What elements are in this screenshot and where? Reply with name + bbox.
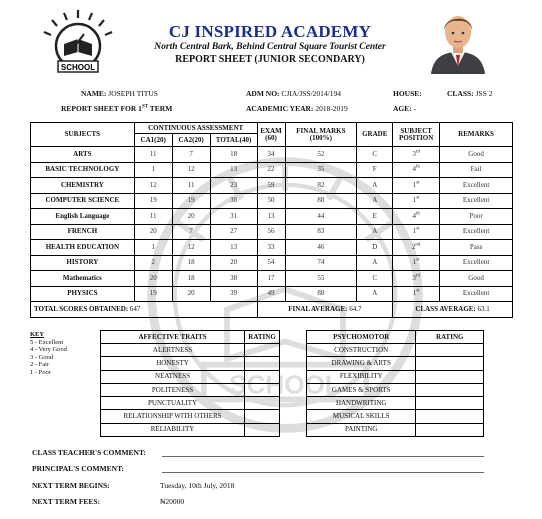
class-value: JSS 2	[475, 89, 493, 98]
ca-total: 27	[210, 224, 257, 240]
trait-rating	[245, 357, 280, 370]
totals-row	[31, 302, 513, 318]
skill-name: DRAWING & ARTS	[307, 357, 416, 370]
age-label: AGE:	[393, 104, 412, 113]
subject-name: ARTS	[31, 147, 135, 163]
skill-row	[307, 423, 484, 436]
school-address: North Central Bark, Behind Central Square Tourist Center	[154, 42, 386, 52]
final-header-sub: (100%)	[309, 133, 332, 142]
trait-row	[101, 370, 280, 383]
trait-rating	[245, 344, 280, 357]
ca2-score: 11	[172, 178, 210, 194]
scores-table	[30, 122, 513, 318]
student-name-field	[81, 89, 158, 98]
position-suffix: st	[416, 288, 420, 294]
final-mark: 35	[285, 162, 357, 178]
subject-name: COMPUTER SCIENCE	[31, 193, 135, 209]
subject-row	[31, 162, 513, 178]
subject-position	[393, 286, 440, 302]
class-teacher-comment-line[interactable]	[162, 456, 484, 457]
grade: A	[357, 193, 393, 209]
trait-rating	[245, 370, 280, 383]
trait-rating	[245, 397, 280, 410]
header-subjects: SUBJECTS	[31, 123, 135, 147]
ca2-score: 18	[172, 271, 210, 287]
ca2-score: 12	[172, 240, 210, 256]
header-remarks: REMARKS	[440, 123, 513, 147]
subject-row	[31, 178, 513, 194]
skill-name: CONSTRUCTION	[307, 344, 416, 357]
skill-name: MUSICAL SKILLS	[307, 410, 416, 423]
ca1-score: 2	[134, 255, 172, 271]
remark: Pass	[440, 240, 513, 256]
class-field	[447, 89, 492, 98]
subject-name: HISTORY	[31, 255, 135, 271]
subject-row	[31, 286, 513, 302]
trait-name: NEATNESS	[101, 370, 245, 383]
exam-score: 13	[257, 209, 285, 225]
remark: Poor	[440, 209, 513, 225]
grade: F	[357, 162, 393, 178]
grade: E	[357, 209, 393, 225]
subject-row	[31, 240, 513, 256]
position-suffix: nd	[415, 242, 421, 248]
skill-row	[307, 410, 484, 423]
trait-row	[101, 357, 280, 370]
trait-name: POLITENESS	[101, 383, 245, 396]
subject-row	[31, 255, 513, 271]
header-final-marks	[285, 123, 357, 147]
skill-rating	[416, 397, 484, 410]
grade: A	[357, 286, 393, 302]
ca-total: 18	[210, 147, 257, 163]
key-title: KEY	[30, 331, 45, 338]
ca-total: 39	[210, 286, 257, 302]
subject-row	[31, 271, 513, 287]
ca1-score: 11	[134, 209, 172, 225]
ca-total: 20	[210, 255, 257, 271]
house-field	[393, 89, 422, 98]
subject-position	[393, 162, 440, 178]
ca1-score: 19	[134, 286, 172, 302]
final-mark: 74	[285, 255, 357, 271]
psychomotor-header: PSYCHOMOTOR	[307, 331, 416, 344]
trait-row	[101, 410, 280, 423]
house-label: HOUSE:	[393, 89, 422, 98]
exam-score: 59	[257, 178, 285, 194]
position-number: 4	[412, 211, 416, 220]
grade: A	[357, 224, 393, 240]
subject-name: HEALTH EDUCATION	[31, 240, 135, 256]
ca2-score: 19	[172, 193, 210, 209]
skill-name: HANDWRITING	[307, 397, 416, 410]
position-suffix: th	[415, 164, 420, 170]
remark: Excellent	[440, 255, 513, 271]
trait-name: HONESTY	[101, 357, 245, 370]
remark: Excellent	[440, 224, 513, 240]
remark: Excellent	[440, 193, 513, 209]
subject-position	[393, 178, 440, 194]
header-ca2: CA2(20)	[172, 134, 210, 147]
subject-position	[393, 240, 440, 256]
ca2-score: 20	[172, 286, 210, 302]
subject-name: CHEMISTRY	[31, 178, 135, 194]
remark: Fail	[440, 162, 513, 178]
next-term-fees-label: NEXT TERM FEES:	[32, 497, 101, 506]
ca1-score: 12	[134, 178, 172, 194]
skill-row	[307, 397, 484, 410]
key-item: 3 - Good	[30, 353, 54, 361]
key-item: 5 - Excellent	[30, 338, 64, 346]
exam-header-text: EXAM	[260, 126, 282, 135]
skill-name: GAMES & SPORTS	[307, 383, 416, 396]
class-teacher-comment-label: CLASS TEACHER'S COMMENT:	[32, 448, 146, 457]
ca2-score: 7	[172, 224, 210, 240]
admission-number: CJIA/JSS/2014/194	[281, 89, 342, 98]
position-number: 1	[412, 289, 417, 298]
school-logo	[38, 8, 118, 74]
svg-text:SCHOOL: SCHOOL	[229, 369, 341, 400]
key-item: 1 - Poor	[30, 368, 51, 376]
affective-traits-table	[100, 330, 280, 437]
subject-row	[31, 147, 513, 163]
skill-row	[307, 383, 484, 396]
report-term-prefix: REPORT SHEET FOR 1	[61, 104, 142, 113]
psychomotor-table	[306, 330, 484, 437]
rating-key	[30, 331, 67, 376]
position-header-sub: POSITION	[399, 133, 434, 142]
report-term	[61, 104, 172, 113]
exam-header-sub: (60)	[265, 133, 277, 142]
final-mark: 83	[285, 224, 357, 240]
skill-rating	[416, 410, 484, 423]
position-number: 4	[412, 165, 416, 174]
exam-score: 50	[257, 193, 285, 209]
ca-total: 23	[210, 178, 257, 194]
header-grade: GRADE	[357, 123, 393, 147]
skill-rating	[416, 344, 484, 357]
subject-name: PHYSICS	[31, 286, 135, 302]
subject-row	[31, 193, 513, 209]
exam-score: 49	[257, 286, 285, 302]
position-suffix: st	[416, 226, 420, 232]
subject-position	[393, 209, 440, 225]
grade: C	[357, 147, 393, 163]
subject-row	[31, 224, 513, 240]
position-number: 1	[412, 258, 417, 267]
principal-comment-line[interactable]	[162, 472, 484, 473]
next-term-begins-date: Tuesday, 10th July, 2018	[160, 481, 235, 490]
grade: D	[357, 240, 393, 256]
trait-row	[101, 397, 280, 410]
skill-rating	[416, 357, 484, 370]
position-number: 3	[412, 149, 416, 158]
final-average-value: 64.7	[349, 304, 362, 313]
remark: Good	[440, 147, 513, 163]
remark: Good	[440, 271, 513, 287]
position-suffix: rd	[415, 149, 420, 155]
total-scores-label: TOTAL SCORES OBTAINED:	[34, 304, 129, 313]
subject-name: English Language	[31, 209, 135, 225]
header-ca1: CA1(20)	[134, 134, 172, 147]
skill-row	[307, 344, 484, 357]
position-suffix: rd	[415, 273, 420, 279]
skill-name: FLEXIBILITY	[307, 370, 416, 383]
grade: A	[357, 178, 393, 194]
trait-rating	[245, 423, 280, 436]
position-suffix: st	[416, 257, 420, 263]
ca1-score: 20	[134, 224, 172, 240]
total-scores	[31, 302, 258, 318]
grade: C	[357, 271, 393, 287]
header-exam	[257, 123, 285, 147]
academic-year: 2018-2019	[315, 104, 348, 113]
subject-name: BASIC TECHNOLOGY	[31, 162, 135, 178]
final-average	[257, 302, 393, 318]
subject-position	[393, 255, 440, 271]
trait-rating	[245, 410, 280, 423]
admission-number-field	[246, 89, 341, 98]
adm-label: ADM NO:	[246, 89, 280, 98]
subject-position	[393, 147, 440, 163]
skill-name: PAINTING	[307, 423, 416, 436]
ca2-score: 18	[172, 255, 210, 271]
exam-score: 17	[257, 271, 285, 287]
subject-position	[393, 193, 440, 209]
next-term-begins-label: NEXT TERM BEGINS:	[32, 481, 110, 490]
ca1-score: 19	[134, 193, 172, 209]
affective-rating-header: RATING	[245, 331, 280, 344]
ca-total: 31	[210, 209, 257, 225]
trait-row	[101, 423, 280, 436]
skill-row	[307, 370, 484, 383]
trait-row	[101, 344, 280, 357]
exam-score: 22	[257, 162, 285, 178]
exam-score: 33	[257, 240, 285, 256]
trait-name: ALERTNESS	[101, 344, 245, 357]
principal-comment-label: PRINCIPAL'S COMMENT:	[32, 464, 125, 473]
svg-text:SCHOOL: SCHOOL	[60, 63, 96, 72]
next-term-fees: ₦20000	[160, 497, 185, 506]
trait-name: RELIABILITY	[101, 423, 245, 436]
remark: Excellent	[440, 178, 513, 194]
name-label: NAME:	[81, 89, 107, 98]
position-header-text: SUBJECT	[400, 126, 432, 135]
report-term-sup: ST	[141, 104, 149, 110]
remark: Excellent	[440, 286, 513, 302]
ca-total: 13	[210, 162, 257, 178]
skill-rating	[416, 370, 484, 383]
age-value: -	[413, 104, 417, 113]
ca1-score: 1	[134, 240, 172, 256]
subject-row	[31, 209, 513, 225]
ca2-score: 20	[172, 209, 210, 225]
subject-position	[393, 224, 440, 240]
subject-position	[393, 271, 440, 287]
academic-year-field	[246, 104, 348, 113]
header-position	[393, 123, 440, 147]
key-item: 2 - Fair	[30, 361, 50, 368]
exam-score: 54	[257, 255, 285, 271]
class-label: CLASS:	[447, 89, 474, 98]
final-mark: 55	[285, 271, 357, 287]
position-number: 2	[411, 242, 416, 251]
trait-name: RELATIONSHIP WITH OTHERS	[101, 410, 245, 423]
ca-total: 13	[210, 240, 257, 256]
report-sheet-title: REPORT SHEET (JUNIOR SECONDARY)	[175, 54, 365, 65]
psychomotor-rating-header: RATING	[416, 331, 484, 344]
position-number: 1	[412, 180, 417, 189]
ca-total: 38	[210, 193, 257, 209]
student-avatar	[425, 8, 491, 74]
ca2-score: 7	[172, 147, 210, 163]
position-number: 3	[412, 273, 416, 282]
subject-name: FRENCH	[31, 224, 135, 240]
total-scores-value: 647	[129, 304, 141, 313]
final-mark: 52	[285, 147, 357, 163]
key-item: 4 - Very Good	[30, 346, 67, 353]
final-mark: 82	[285, 178, 357, 194]
position-suffix: th	[415, 211, 420, 217]
class-average	[393, 302, 513, 318]
ca1-score: 1	[134, 162, 172, 178]
position-number: 1	[412, 227, 417, 236]
class-average-label: CLASS AVERAGE:	[415, 304, 476, 313]
trait-row	[101, 383, 280, 396]
skill-rating	[416, 383, 484, 396]
final-mark: 44	[285, 209, 357, 225]
grade: A	[357, 255, 393, 271]
ca1-score: 11	[134, 147, 172, 163]
trait-name: PUNCTUALITY	[101, 397, 245, 410]
final-header-text: FINAL MARKS	[296, 126, 346, 135]
position-number: 1	[412, 196, 417, 205]
position-suffix: st	[416, 195, 420, 201]
age-field	[393, 104, 416, 113]
final-mark: 88	[285, 286, 357, 302]
final-mark: 88	[285, 193, 357, 209]
report-term-suffix: TERM	[148, 104, 173, 113]
skill-row	[307, 357, 484, 370]
subject-name: Mathematics	[31, 271, 135, 287]
exam-score: 56	[257, 224, 285, 240]
school-name: CJ INSPIRED ACADEMY	[168, 22, 372, 41]
final-average-label: FINAL AVERAGE:	[288, 304, 348, 313]
exam-score: 34	[257, 147, 285, 163]
header-total: TOTAL(40)	[210, 134, 257, 147]
final-mark: 46	[285, 240, 357, 256]
position-suffix: st	[416, 180, 420, 186]
ca1-score: 20	[134, 271, 172, 287]
year-label: ACADEMIC YEAR:	[246, 104, 314, 113]
skill-rating	[416, 423, 484, 436]
header-continuous-assessment: CONTINUOUS ASSESSMENT	[134, 123, 257, 134]
ca-total: 38	[210, 271, 257, 287]
student-name: JOSEPH TITUS	[108, 89, 158, 98]
trait-rating	[245, 383, 280, 396]
class-average-value: 63.1	[477, 304, 490, 313]
ca2-score: 12	[172, 162, 210, 178]
affective-header: AFFECTIVE TRAITS	[101, 331, 245, 344]
